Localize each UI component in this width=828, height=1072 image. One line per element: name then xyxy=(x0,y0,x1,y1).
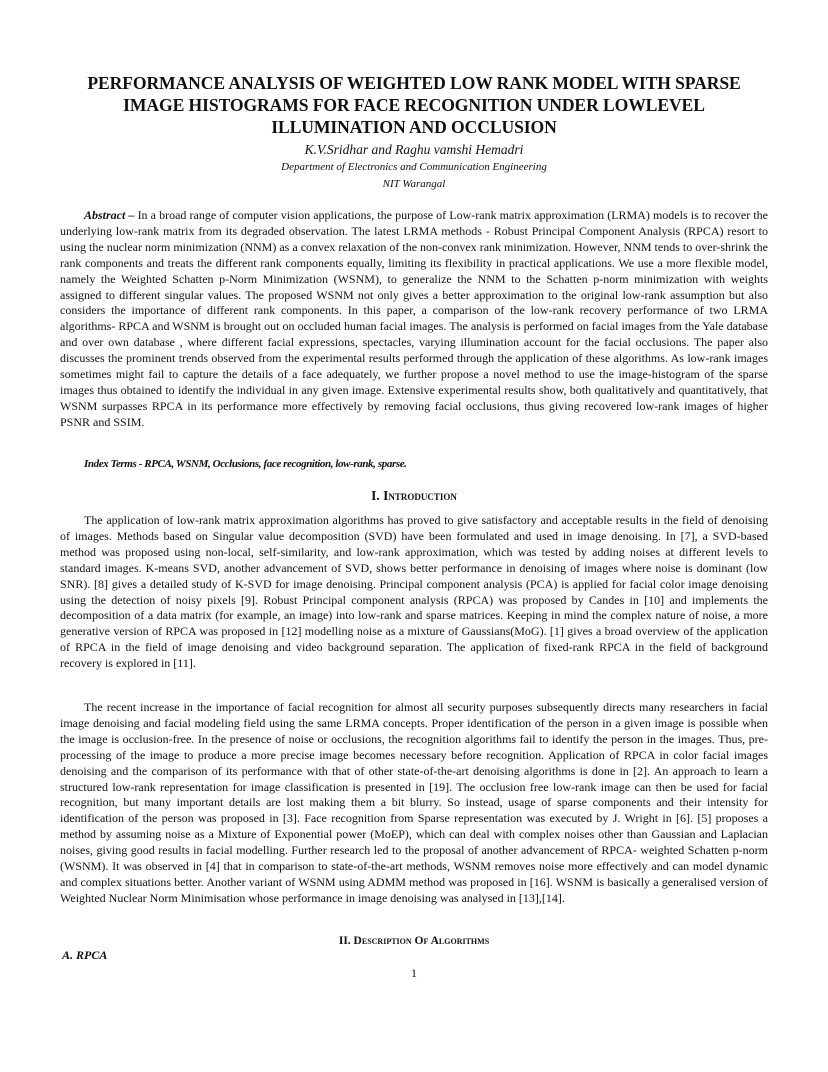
page-number: 1 xyxy=(411,966,417,980)
abstract-text: In a broad range of computer vision applications, the purpose of Low-rank matrix approximation (LRMA) models is to recover the underlying low-rank matrix from its degraded observation. The latest LRMA methods - Robust Principal Component Analysis (RPCA) resort to using the nuclear norm minimization (NNM) as a convex relaxation of the non-convex rank minimization. However, NNM tends to over-shrink the rank components and treats the different rank components equally, limiting its flexibility in practical applications. We use a more flexible model, namely the Weighted Schatten p-Norm Minimization (WSNM), to generalize the NNM to the Schatten p-norm minimization with weights assigned to different singular values. The proposed WSNM not only gives a better approximation to the original low-rank assumption but also considers the importance of different rank components. In this paper, a comparison of the low-rank recovery performance of two LRMA algorithms- RPCA and WSNM is brought out on occluded human facial images. The analysis is performed on facial images from the Yale database and over own database , where different facial expressions, spectacles, varying illumination account for the facial occlusions. The paper also discusses the prominent trends observed from the experimental results performed through the application of these algorithms. As low-rank images sometimes might fail to capture the details of a face adequately, we further propose a novel method to use the image-histogram of the sparse images thus obtained to identify the individual in any given image. Extensive experimental results show, both qualitatively and quantitatively, that WSNM surpasses RPCA in its performance more effectively by removing facial occlusions, thus giving recovered low-rank images of higher PSNR and SSIM. xyxy=(60,208,769,429)
section-heading-introduction: I. Introduction xyxy=(371,488,457,503)
subsection-heading-rpca: A. RPCA xyxy=(62,948,108,962)
author-department: Department of Electronics and Communication Engineering xyxy=(281,161,547,173)
paper-title: PERFORMANCE ANALYSIS OF WEIGHTED LOW RANK MODEL WITH SPARSE IMAGE HISTOGRAMS FOR FACE RECOGNITION UNDER LOWLEVEL ILLUMINATION AND OCCLUSION xyxy=(87,73,741,137)
author-list: K.V.Sridhar and Raghu vamshi Hemadri xyxy=(304,142,524,157)
introduction-paragraph-2: The recent increase in the importance of facial recognition for almost all security purposes subsequently directs many researchers in facial image denoising and facial modeling field using the same LRMA concepts. Proper identification of the person in a given image is possible when the image is occlusion-free. In the presence of noise or occlusions, the recognition algorithms fail to identify the person in the images. Thus, pre-processing of the image to produce a more precise image becomes necessary before recognition. Application of RPCA in color facial images denoising and the comparison of its performance with that of other state-of-the-art denoising algorithms is done in [2]. An approach to learn a structured low-rank representation for image classification is presented in [19]. The occlusion free low-rank image can then be used for facial recognition, but many important details are lost making them a bit blurry. So instead, usage of sparse components and their intensity for identification of the person was proposed in [3]. Face recognition from Sparse representation was executed by J. Wright in [6]. [5] proposes a method by assuming noise as a Mixture of Exponential power (MoEP), which can deal with complex noises other than Gaussian and Laplacian noises, giving good results in facial modelling. Further research led to the proposal of another advancement of RPCA- weighted Schatten p-norm (WSNM). It was observed in [4] that in comparison to state-of-the-art methods, WSNM removes noise more effectively and can model dynamic and complex situations better. Another variant of WSNM using ADMM method was proposed in [16]. WSNM is basically a generalised version of Weighted Nuclear Norm Minimisation whose performance in image denoising was analysed in [13],[14]. xyxy=(60,700,768,905)
introduction-paragraph-1: The application of low-rank matrix approximation algorithms has proved to give satisfactory and acceptable results in the field of denoising of images. Methods based on Singular value decomposition (SVD) have been formulated and used in image denoising. In [7], a SVD-based method was proposed using non-local, self-similarity, and low-rank approximation, which was tested by adding noises at different levels to standard images. K-means SVD, another advancement of SVD, shows better performance in denoising of images where noise is dominant (low SNR). [8] gives a detailed study of K-SVD for image denoising. Principal component analysis (PCA) is applied for facial color image denoising using the detection of noisy pixels [9]. Robust Principal component analysis (RPCA) was proposed by Candes in [10] and implements the decomposition of a data matrix (for example, an image) into low-rank and sparse matrices. Keeping in mind the complex nature of noise, a more generative version of RPCA was proposed in [12] modelling noise as a mixture of Gaussians(MoG). [1] gives a broad overview of the application of RPCA in the field of image denoising and video background separation. The application of fixed-rank RPCA in the field of background recovery is explored in [11]. xyxy=(60,513,768,671)
section-heading-algorithms: II. Description Of Algorithms xyxy=(338,935,490,947)
author-institution: NIT Warangal xyxy=(382,178,446,190)
abstract-label: Abstract – xyxy=(84,208,135,222)
abstract xyxy=(60,208,768,431)
index-terms: Index Terms - RPCA, WSNM, Occlusions, face recognition, low-rank, sparse. xyxy=(84,458,407,470)
